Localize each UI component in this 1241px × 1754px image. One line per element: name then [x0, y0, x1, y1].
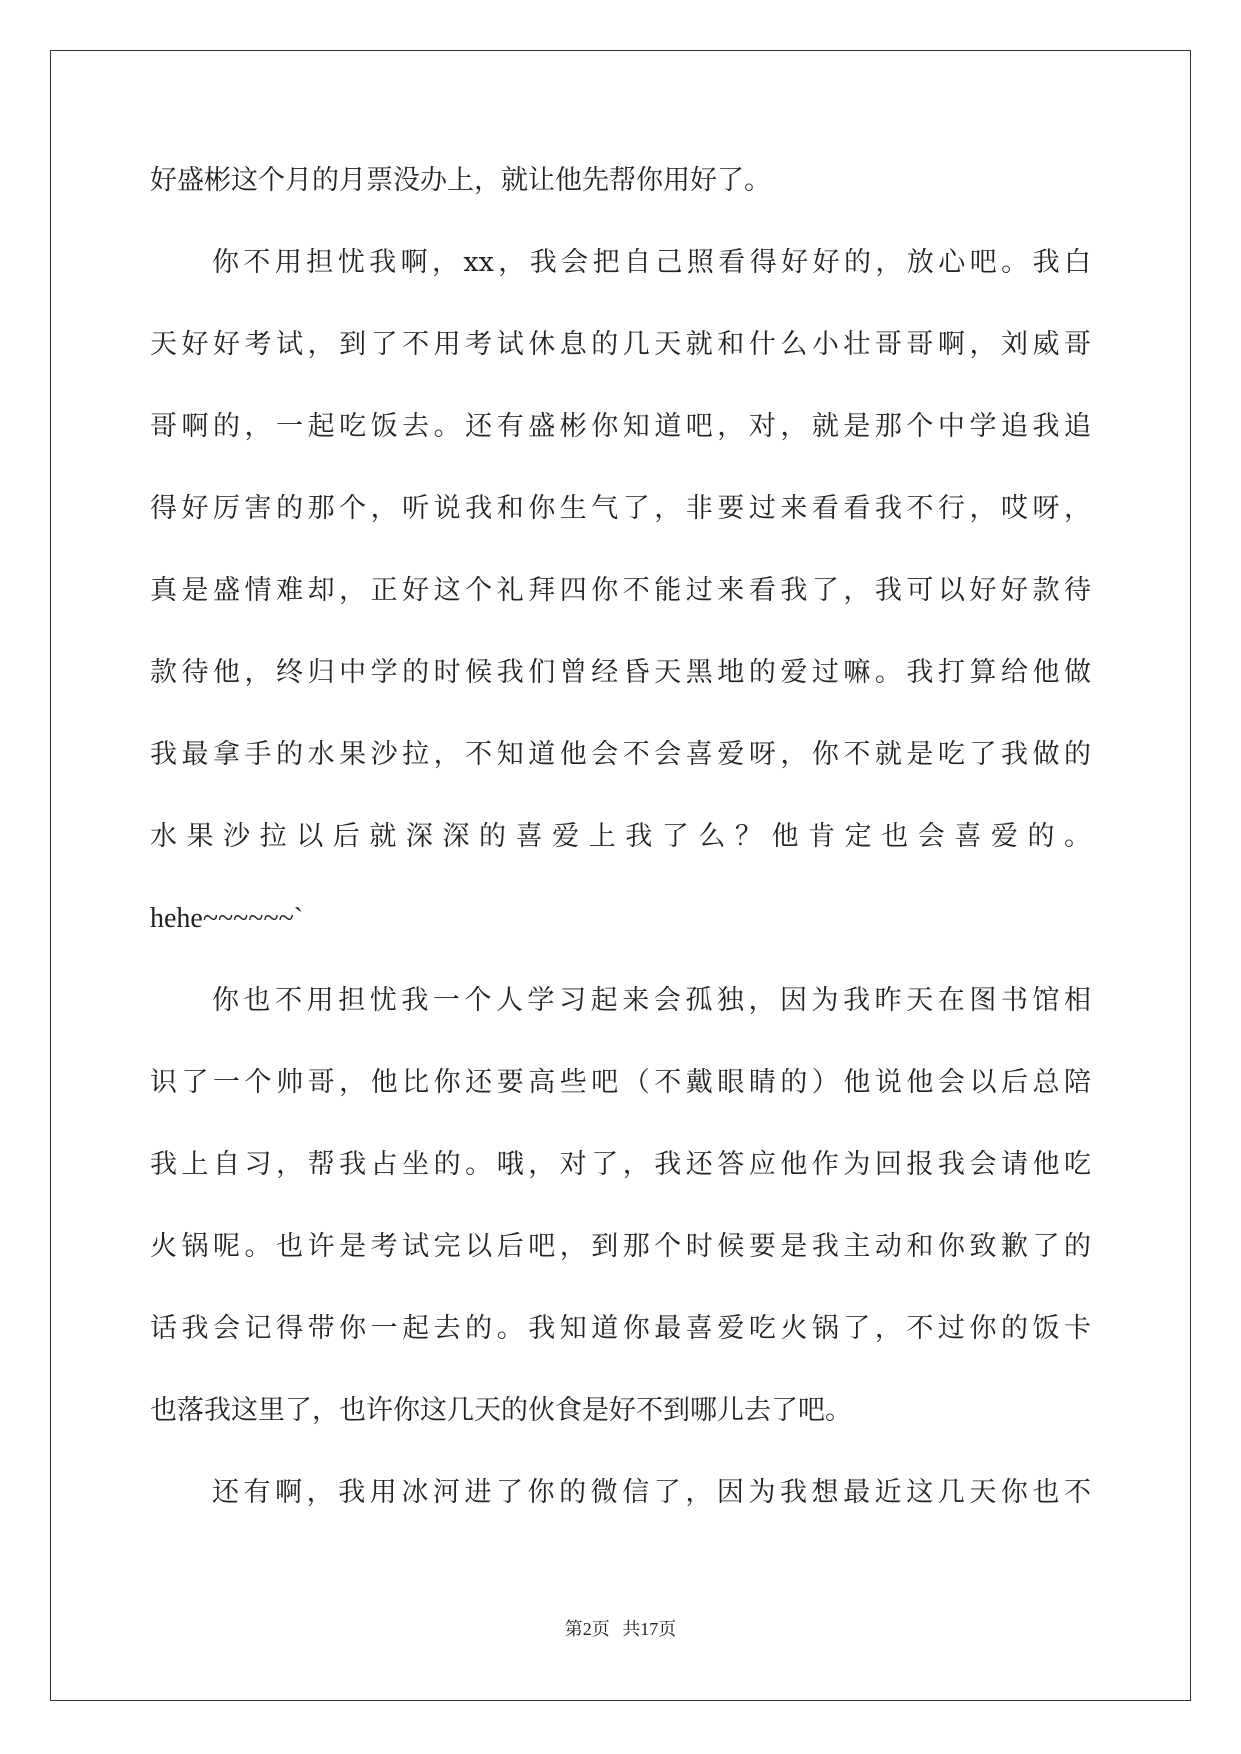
paragraph-start-line: 你也不用担忧我一个人学习起来会孤独，因为我昨天在图书馆相 — [212, 985, 1091, 1016]
text-line: 水果沙拉以后就深深的喜爱上我了么？他肯定也会喜爱的。 — [150, 821, 1091, 852]
text-line: 火锅呢。也许是考试完以后吧，到那个时候要是我主动和你致歉了的 — [150, 1231, 1091, 1262]
text-line: 我最拿手的水果沙拉，不知道他会不会喜爱呀，你不就是吃了我做的 — [150, 739, 1091, 770]
paragraph-start-line: 你不用担忧我啊，xx，我会把自己照看得好好的，放心吧。我白 — [212, 247, 1091, 278]
text-line: 哥啊的，一起吃饭去。还有盛彬你知道吧，对，就是那个中学追我追 — [150, 411, 1091, 442]
paragraph-start-line: 还有啊，我用冰河进了你的微信了，因为我想最近这几天你也不 — [212, 1477, 1091, 1508]
text-line: 好盛彬这个月的月票没办上，就让他先帮你用好了。 — [150, 165, 771, 196]
text-line: 款待他，终归中学的时候我们曾经昏天黑地的爱过嘛。我打算给他做 — [150, 657, 1091, 688]
text-line: 话我会记得带你一起去的。我知道你最喜爱吃火锅了，不过你的饭卡 — [150, 1313, 1091, 1344]
text-line: 识了一个帅哥，他比你还要高些吧（不戴眼睛的）他说他会以后总陪 — [150, 1067, 1091, 1098]
page-number-footer: 第2页 共17页 — [564, 1619, 677, 1639]
text-line: hehe~~~~~~` — [150, 903, 304, 934]
text-line: 得好厉害的那个，听说我和你生气了，非要过来看看我不行，哎呀， — [150, 493, 1091, 524]
text-line: 也落我这里了，也许你这几天的伙食是好不到哪儿去了吧。 — [150, 1395, 852, 1426]
document-body — [150, 160, 1091, 1554]
text-line: 天好好考试，到了不用考试休息的几天就和什么小壮哥哥啊，刘威哥 — [150, 329, 1091, 360]
text-line: 我上自习，帮我占坐的。哦，对了，我还答应他作为回报我会请他吃 — [150, 1149, 1091, 1180]
text-line: 真是盛情难却，正好这个礼拜四你不能过来看我了，我可以好好款待 — [150, 575, 1091, 606]
